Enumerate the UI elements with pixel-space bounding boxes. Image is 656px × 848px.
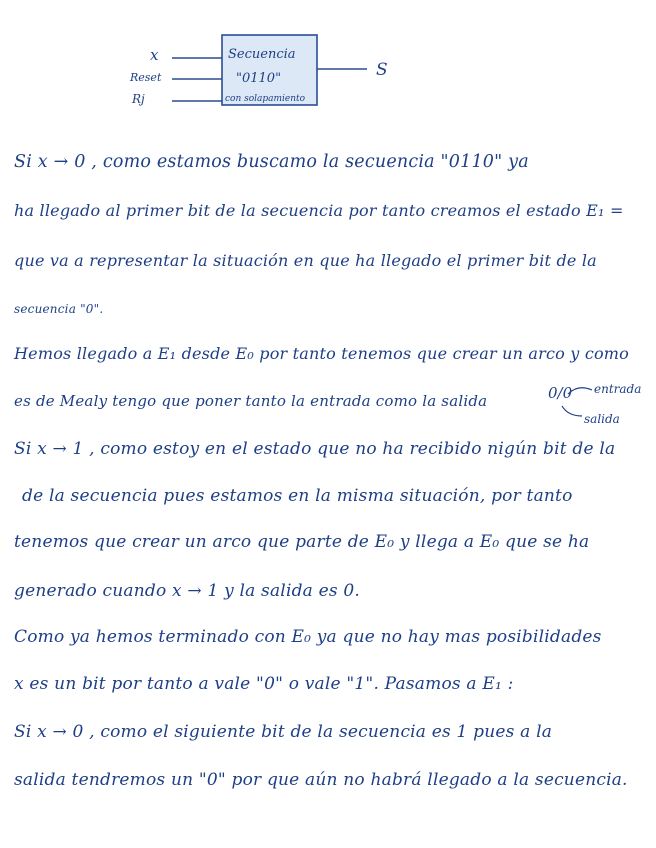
text-line-3: que va a representar la situación en que ha llegado el primer bit de la <box>14 251 597 270</box>
box-subtitle: con solapamiento <box>225 94 306 104</box>
text-line-5: Hemos llegado a E₁ desde E₀ por tanto tenemos que crear un arco y como <box>14 344 630 363</box>
text-line-13: Si x → 0 , como el siguiente bit de la secuencia es 1 pues a la <box>14 722 553 742</box>
text-line-12: x es un bit por tanto a vale "0" o vale "1". Pasamos a E₁ : <box>14 674 514 694</box>
box-sequence: "0110" <box>236 71 282 86</box>
annotation-entrada: entrada <box>594 382 642 396</box>
annotation-salida: salida <box>584 412 620 426</box>
input-x-label: x <box>150 46 159 64</box>
text-line-9: tenemos que crear un arco que parte de E₀ y llega a E₀ que se ha <box>14 532 590 552</box>
text-line-2: ha llegado al primer bit de la secuencia por tanto creamos el estado E₁ = <box>14 201 624 220</box>
text-line-1: Si x → 0 , como estamos buscamo la secuencia "0110" ya <box>14 152 529 172</box>
text-line-6: es de Mealy tengo que poner tanto la entrada como la salida <box>14 392 488 410</box>
box-title: Secuencia <box>228 47 296 62</box>
text-line-14: salida tendremos un "0" por que aún no habrá llegado a la secuencia. <box>14 770 628 790</box>
text-line-4: secuencia "0". <box>14 302 104 316</box>
annotation-fraction: 0/0 <box>548 384 573 402</box>
block-diagram <box>0 0 656 120</box>
text-line-8: de la secuencia pues estamos en la misma situación, por tanto <box>22 486 573 506</box>
input-rj-label: Rj <box>132 92 145 106</box>
text-line-10: generado cuando x → 1 y la salida es 0. <box>14 581 361 601</box>
input-reset-label: Reset <box>130 71 162 84</box>
text-line-7: Si x → 1 , como estoy en el estado que no ha recibido nigún bit de la <box>14 439 616 459</box>
output-s-label: S <box>376 60 388 80</box>
text-line-11: Como ya hemos terminado con E₀ ya que no hay mas posibilidades <box>14 627 602 647</box>
